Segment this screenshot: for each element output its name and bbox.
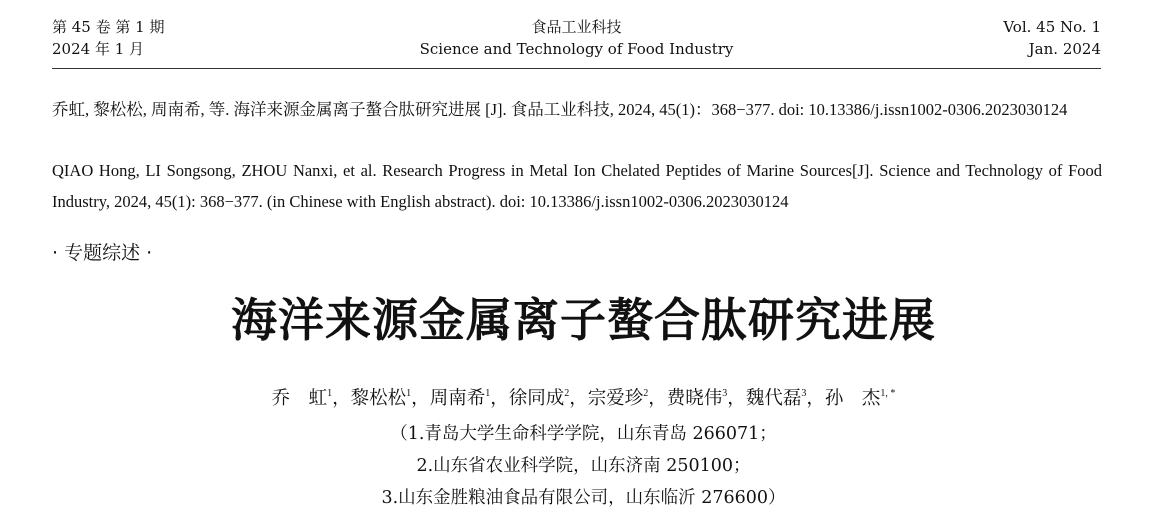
journal-name [52, 16, 1101, 60]
article-title: 海洋来源金属离子螯合肽研究进展 [231, 293, 936, 347]
citation-english: QIAO Hong, LI Songsong, ZHOU Nanxi, et al. Research Progress in Metal Ion Chelated Peptides of Marine Sources[J]. Science and Technology of Food Industry, 2024, 45(1): 368−377. (in Chinese with English abstract). doi: 10.13386/j.issn1002-0306.2023030124 [52, 161, 1102, 211]
author: 黎松松$^1$， [350, 388, 430, 409]
author: 周南希$^1$， [429, 388, 509, 409]
author: 费晓伟$^3$， [666, 388, 746, 409]
author: 孙 杰$^{1, *}$ [824, 388, 896, 409]
journal-name-cn: 食品工业科技 [531, 18, 622, 36]
journal-name-en: Science and Technology of Food Industry [419, 40, 734, 58]
date-cn: 2024 年 1 月 [52, 40, 145, 58]
author: 魏代磊$^3$， [745, 388, 825, 409]
affiliation-2: 2.山东省农业科学院，山东济南 250100； [416, 456, 751, 476]
author: 徐同成$^2$， [508, 388, 588, 409]
author-list [0, 384, 1167, 414]
author: 乔 虹$^1$， [271, 388, 351, 409]
volume-issue-en: Vol. 45 No. 1 [1003, 18, 1101, 36]
author: 宗爱珍$^2$， [587, 388, 667, 409]
affiliation-1: （1.青岛大学生命科学学院，山东青岛 266071； [390, 424, 777, 444]
citation-chinese: 乔虹, 黎松松, 周南希, 等. 海洋来源金属离子螯合肽研究进展 [J]. 食品工业科技, 2024, 45(1)：368−377. doi: 10.13386/j.issn1002-0306.2023030124 [52, 100, 1068, 119]
affiliation-3: 3.山东金胜粮油食品有限公司，山东临沂 276600） [381, 488, 786, 508]
date-en: Jan. 2024 [1028, 40, 1101, 58]
volume-issue-cn: 第 45 卷 第 1 期 [52, 18, 165, 36]
header-divider [52, 68, 1101, 69]
journal-header [52, 16, 1101, 66]
issue-info-en [1003, 16, 1101, 60]
section-label: · 专题综述 · [52, 242, 153, 264]
